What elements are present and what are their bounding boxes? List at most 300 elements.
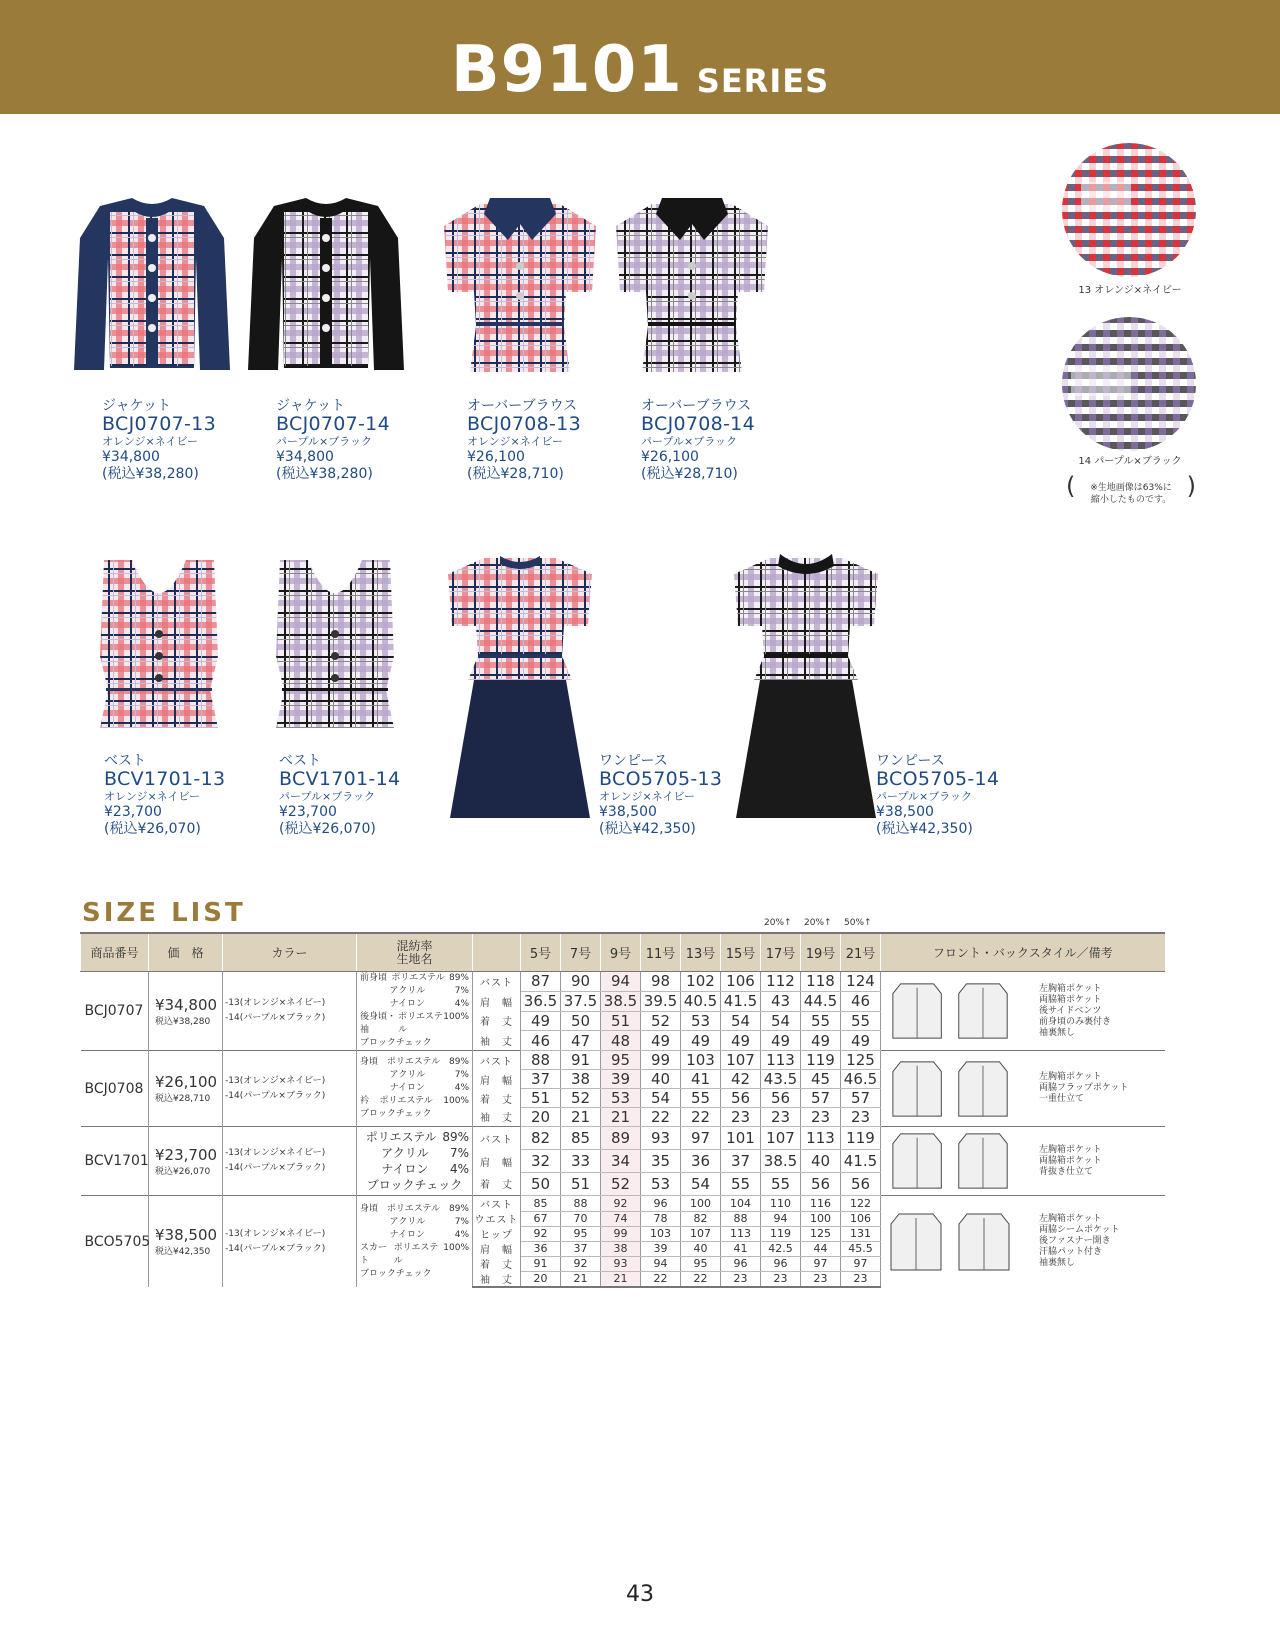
- measure-value: 113: [761, 1051, 801, 1070]
- material-pct: 89%: [448, 1203, 469, 1214]
- measure-value: 119: [801, 1051, 841, 1070]
- product-color: パープル×ブラック: [276, 435, 373, 448]
- measure-value: 125: [801, 1226, 841, 1241]
- measure-value: 23: [761, 1108, 801, 1127]
- measure-value: 22: [681, 1271, 721, 1287]
- product-price-tax: (税込¥26,070): [104, 821, 201, 837]
- material-fiber: ポリエステル: [386, 1057, 441, 1067]
- measure-value: 90: [561, 972, 601, 992]
- measure-label: 肩 幅: [473, 1070, 521, 1089]
- row-price-tax: 税込¥28,710: [155, 1094, 211, 1104]
- header-size: 5号: [521, 933, 561, 972]
- measure-value: 22: [641, 1108, 681, 1127]
- measure-value: 50: [521, 1173, 561, 1196]
- measure-value: 94: [761, 1211, 801, 1226]
- row-color-option: -14(パープル×ブラック): [225, 1090, 326, 1101]
- product-price: ¥23,700: [279, 804, 337, 820]
- product-card: [641, 399, 811, 483]
- material-line: [357, 1177, 472, 1193]
- product-code: BCO5705-14: [876, 768, 1000, 790]
- row-color-option: -13(オレンジ×ネイビー): [225, 998, 326, 1008]
- series-model: B9101: [450, 33, 683, 107]
- measure-value: 57: [801, 1089, 841, 1108]
- remark-line: 両脇箱ポケット: [1039, 994, 1102, 1005]
- measure-value: 23: [761, 1271, 801, 1287]
- measure-value: 92: [561, 1256, 601, 1271]
- material-part: ブロックチェック: [360, 1268, 432, 1279]
- material-pct: 100%: [443, 1096, 469, 1106]
- row-remarks: [1039, 1145, 1102, 1178]
- measure-value: 106: [841, 1211, 881, 1226]
- material-line: [357, 1203, 472, 1216]
- measure-value: 98: [641, 972, 681, 992]
- header-size: 11号: [641, 933, 681, 972]
- measure-value: 99: [641, 1051, 681, 1070]
- row-price: ¥38,500: [155, 1226, 218, 1244]
- measure-value: 92: [601, 1196, 641, 1212]
- measure-value: 93: [601, 1256, 641, 1271]
- row-code: BCV1701: [81, 1127, 149, 1196]
- product-code: BCJ0707-14: [276, 413, 390, 435]
- measure-value: 21: [601, 1271, 641, 1287]
- header-price: 価 格: [149, 933, 223, 972]
- measure-label: 着 丈: [473, 1089, 521, 1108]
- row-price-tax: 税込¥26,070: [155, 1166, 211, 1177]
- measure-value: 49: [521, 1011, 561, 1031]
- dress-image-orange-navy: [440, 552, 600, 822]
- measure-value: 96: [641, 1196, 681, 1212]
- material-line: [357, 998, 472, 1011]
- measure-value: 37.5: [561, 991, 601, 1011]
- material-line: [357, 1216, 472, 1229]
- material-line: [357, 972, 472, 985]
- measure-value: 49: [761, 1031, 801, 1051]
- remark-line: 左胸箱ポケット: [1039, 1144, 1102, 1155]
- jacket-image-orange-navy: [72, 198, 232, 374]
- measure-value: 40: [801, 1150, 841, 1173]
- bracket-close-icon: ): [1186, 472, 1196, 500]
- measure-value: 67: [521, 1211, 561, 1226]
- measure-value: 74: [601, 1211, 641, 1226]
- measure-value: 38.5: [601, 991, 641, 1011]
- measure-label: バスト: [473, 1127, 521, 1150]
- measure-label: バスト: [473, 972, 521, 992]
- product-color: パープル×ブラック: [641, 435, 738, 448]
- measure-value: 45.5: [841, 1241, 881, 1256]
- measure-value: 88: [521, 1051, 561, 1070]
- jacket-image-purple-black: [246, 198, 406, 374]
- measure-label: 着 丈: [473, 1256, 521, 1271]
- measure-value: 32: [521, 1150, 561, 1173]
- header-size: 7号: [561, 933, 601, 972]
- measure-value: 23: [801, 1271, 841, 1287]
- material-line: [357, 1082, 472, 1095]
- front-back-wrap: [881, 1130, 1165, 1192]
- measure-value: 43: [761, 991, 801, 1011]
- row-price-cell: [149, 1127, 223, 1196]
- measure-value: 35: [641, 1150, 681, 1173]
- measure-value: 104: [721, 1196, 761, 1212]
- material-pct: 4%: [449, 1162, 469, 1176]
- header-size: 19号: [801, 933, 841, 972]
- measure-value: 39.5: [641, 991, 681, 1011]
- measure-value: 22: [681, 1108, 721, 1127]
- measure-value: 131: [841, 1226, 881, 1241]
- measure-value: 23: [841, 1271, 881, 1287]
- product-price-tax: (税込¥28,710): [467, 466, 564, 482]
- measure-value: 22: [641, 1271, 681, 1287]
- measure-label: 着 丈: [473, 1173, 521, 1196]
- fabric-swatch-purple-black: [1061, 316, 1197, 452]
- product-price: ¥38,500: [599, 804, 657, 820]
- row-remarks: [1039, 1072, 1128, 1105]
- material-line: [357, 1242, 472, 1268]
- blouse-line-drawing-icon: [881, 1058, 1021, 1120]
- material-fiber: アクリル: [389, 1216, 426, 1227]
- product-price: ¥34,800: [102, 449, 160, 465]
- measure-value: 106: [721, 972, 761, 992]
- measure-value: 44: [801, 1241, 841, 1256]
- product-card: [599, 754, 769, 838]
- measure-value: 41: [681, 1070, 721, 1089]
- measure-label: バスト: [473, 1051, 521, 1070]
- measure-value: 38: [601, 1241, 641, 1256]
- product-category: オーバーブラウス: [641, 398, 752, 414]
- measure-label: 袖 丈: [473, 1271, 521, 1287]
- measure-value: 40: [681, 1241, 721, 1256]
- measure-value: 112: [761, 972, 801, 992]
- material-fiber: ポリエステル: [398, 1012, 443, 1035]
- measure-value: 119: [761, 1226, 801, 1241]
- material-fiber: アクリル: [389, 1070, 426, 1080]
- measure-value: 36.5: [521, 991, 561, 1011]
- dress-line-drawing-icon: [881, 1207, 1021, 1277]
- product-price: ¥23,700: [104, 804, 162, 820]
- table-row: [81, 1051, 1165, 1070]
- swatch-note-line: ※生地画像は63%に: [1090, 483, 1172, 493]
- measure-value: 46: [521, 1031, 561, 1051]
- measure-value: 88: [561, 1196, 601, 1212]
- measure-value: 85: [521, 1196, 561, 1212]
- measure-value: 39: [641, 1241, 681, 1256]
- measure-value: 53: [681, 1011, 721, 1031]
- measure-value: 50: [561, 1011, 601, 1031]
- row-materials: [357, 972, 473, 1051]
- product-code: BCJ0707-13: [102, 413, 216, 435]
- product-price-tax: (税込¥28,710): [641, 466, 738, 482]
- measure-value: 56: [721, 1089, 761, 1108]
- product-category: ベスト: [104, 753, 146, 769]
- product-card: [876, 754, 1046, 838]
- measure-value: 37: [521, 1070, 561, 1089]
- measure-value: 39: [601, 1070, 641, 1089]
- material-line: [357, 1129, 472, 1145]
- measure-value: 53: [601, 1089, 641, 1108]
- remark-line: 背抜き仕立て: [1039, 1166, 1094, 1177]
- measure-value: 33: [561, 1150, 601, 1173]
- measure-label: 着 丈: [473, 1011, 521, 1031]
- material-pct: 100%: [443, 1012, 469, 1022]
- remark-line: 袖裏無し: [1039, 1027, 1076, 1038]
- measure-value: 124: [841, 972, 881, 992]
- measure-value: 125: [841, 1051, 881, 1070]
- measure-value: 49: [681, 1031, 721, 1051]
- product-color: パープル×ブラック: [279, 790, 376, 803]
- row-price-cell: [149, 972, 223, 1051]
- fabric-swatch-orange-navy: [1061, 142, 1197, 278]
- row-front-back: [881, 1051, 1165, 1127]
- remark-line: 左胸箱ポケット: [1039, 983, 1102, 994]
- material-fiber: ナイロン: [389, 999, 426, 1009]
- measure-value: 51: [521, 1089, 561, 1108]
- measure-value: 44.5: [801, 991, 841, 1011]
- material-line: [357, 1229, 472, 1242]
- header-fabric-name: 生地名: [396, 951, 433, 966]
- material-line: [357, 1145, 472, 1161]
- measure-value: 42.5: [761, 1241, 801, 1256]
- measure-value: 56: [841, 1173, 881, 1196]
- header-measure: [473, 933, 521, 972]
- row-colors: [223, 1127, 357, 1196]
- measure-value: 23: [801, 1108, 841, 1127]
- measure-value: 46.5: [841, 1070, 881, 1089]
- material-line: [357, 1037, 472, 1050]
- measure-value: 23: [841, 1108, 881, 1127]
- measure-value: 51: [601, 1011, 641, 1031]
- measure-value: 118: [801, 972, 841, 992]
- measure-value: 53: [641, 1173, 681, 1196]
- header-size: 15号: [721, 933, 761, 972]
- row-front-back: [881, 972, 1165, 1051]
- material-part: 身頃: [360, 1057, 379, 1067]
- measure-value: 37: [721, 1150, 761, 1173]
- front-back-wrap: [881, 980, 1165, 1042]
- measure-value: 52: [561, 1089, 601, 1108]
- measure-value: 40.5: [681, 991, 721, 1011]
- product-color: オレンジ×ネイビー: [104, 790, 201, 803]
- swatch-note: [1066, 472, 1196, 506]
- measure-value: 55: [801, 1011, 841, 1031]
- table-row: [81, 1127, 1165, 1150]
- measure-value: 49: [721, 1031, 761, 1051]
- material-part: ブロックチェック: [360, 1038, 432, 1048]
- product-card: [276, 399, 446, 483]
- measure-value: 55: [721, 1173, 761, 1196]
- material-pct: 89%: [448, 1057, 469, 1067]
- row-colors: [223, 1051, 357, 1127]
- material-line: [357, 985, 472, 998]
- material-fiber: アクリル: [389, 986, 426, 996]
- row-price-cell: [149, 1196, 223, 1288]
- measure-label: 袖 丈: [473, 1108, 521, 1127]
- row-code: BCO5705: [81, 1196, 149, 1288]
- size-percent-mark: 50%↑: [844, 918, 872, 928]
- vest-image-orange-navy: [96, 556, 222, 732]
- measure-label: 袖 丈: [473, 1031, 521, 1051]
- product-price: ¥26,100: [641, 449, 699, 465]
- header-size: 21号: [841, 933, 881, 972]
- row-price-cell: [149, 1051, 223, 1127]
- product-card: [467, 399, 637, 483]
- measure-value: 103: [641, 1226, 681, 1241]
- measure-value: 82: [681, 1211, 721, 1226]
- measure-value: 56: [801, 1173, 841, 1196]
- product-price: ¥38,500: [876, 804, 934, 820]
- remark-line: 両脇箱ポケット: [1039, 1155, 1102, 1166]
- swatch-note-line: 縮小したものです。: [1090, 495, 1172, 505]
- remark-line: 前身頃のみ裏付き: [1039, 1016, 1112, 1027]
- measure-value: 87: [521, 972, 561, 992]
- measure-value: 85: [561, 1127, 601, 1150]
- measure-value: 52: [641, 1011, 681, 1031]
- material-part: 身頃: [360, 1203, 379, 1214]
- header-mix-rate: 混紡率: [396, 938, 433, 953]
- measure-value: 23: [721, 1108, 761, 1127]
- product-code: BCO5705-13: [599, 768, 723, 790]
- material-pct: 7%: [454, 1070, 469, 1080]
- measure-value: 23: [721, 1271, 761, 1287]
- measure-value: 91: [561, 1051, 601, 1070]
- remark-line: 袖裏無し: [1039, 1258, 1076, 1268]
- material-line: [357, 1011, 472, 1037]
- product-card: [279, 754, 449, 838]
- row-remarks: [1039, 1214, 1120, 1269]
- material-part: 前身頃: [360, 973, 388, 983]
- material-pct: 7%: [454, 986, 469, 996]
- measure-value: 55: [841, 1011, 881, 1031]
- measure-value: 97: [801, 1256, 841, 1271]
- measure-value: 93: [641, 1127, 681, 1150]
- product-price: ¥34,800: [276, 449, 334, 465]
- measure-value: 82: [521, 1127, 561, 1150]
- measure-value: 95: [681, 1256, 721, 1271]
- blouse-image-orange-navy: [440, 196, 600, 378]
- measure-value: 47: [561, 1031, 601, 1051]
- product-code: BCJ0708-13: [467, 413, 581, 435]
- material-line: [357, 1056, 472, 1069]
- remark-line: 後ファスナー開き: [1039, 1236, 1111, 1246]
- measure-value: 110: [761, 1196, 801, 1212]
- remark-line: 後サイドベンツ: [1039, 1005, 1102, 1016]
- measure-value: 96: [761, 1256, 801, 1271]
- measure-value: 36: [681, 1150, 721, 1173]
- measure-value: 97: [681, 1127, 721, 1150]
- header-color: カラー: [223, 933, 357, 972]
- vest-image-purple-black: [272, 556, 398, 732]
- measure-value: 42: [721, 1070, 761, 1089]
- measure-value: 49: [841, 1031, 881, 1051]
- measure-value: 21: [601, 1108, 641, 1127]
- measure-value: 89: [601, 1127, 641, 1150]
- measure-value: 107: [761, 1127, 801, 1150]
- measure-value: 52: [601, 1173, 641, 1196]
- product-category: ジャケット: [102, 398, 172, 414]
- header-front-back: フロント・バックスタイル／備考: [881, 933, 1165, 972]
- row-front-back: [881, 1127, 1165, 1196]
- product-code: BCJ0708-14: [641, 413, 755, 435]
- measure-value: 100: [681, 1196, 721, 1212]
- material-pct: 89%: [442, 1130, 469, 1144]
- measure-value: 91: [521, 1256, 561, 1271]
- measure-value: 38: [561, 1070, 601, 1089]
- measure-value: 48: [601, 1031, 641, 1051]
- measure-value: 94: [641, 1256, 681, 1271]
- material-fiber: ナイロン: [389, 1083, 426, 1093]
- size-table-header: [81, 933, 1165, 972]
- material-line: [357, 1108, 472, 1121]
- measure-value: 101: [721, 1127, 761, 1150]
- measure-value: 38.5: [761, 1150, 801, 1173]
- measure-label: 肩 幅: [473, 1150, 521, 1173]
- measure-value: 92: [521, 1226, 561, 1241]
- measure-value: 119: [841, 1127, 881, 1150]
- header-size: 17号: [761, 933, 801, 972]
- measure-value: 54: [761, 1011, 801, 1031]
- measure-value: 97: [841, 1256, 881, 1271]
- measure-label: ヒップ: [473, 1226, 521, 1241]
- remark-line: 左胸箱ポケット: [1039, 1072, 1102, 1082]
- remark-line: 両脇シームポケット: [1039, 1225, 1120, 1235]
- measure-value: 56: [761, 1089, 801, 1108]
- product-card: [102, 399, 272, 483]
- product-category: ワンピース: [876, 753, 945, 769]
- measure-value: 122: [841, 1196, 881, 1212]
- measure-label: ウエスト: [473, 1211, 521, 1226]
- measure-value: 113: [721, 1226, 761, 1241]
- row-materials: [357, 1196, 473, 1288]
- row-color-option: -14(パープル×ブラック): [225, 1243, 326, 1254]
- size-table: [80, 932, 1165, 1288]
- material-fiber: ポリエステル: [393, 1242, 439, 1266]
- product-color: オレンジ×ネイビー: [599, 790, 696, 803]
- measure-value: 21: [561, 1108, 601, 1127]
- product-price-tax: (税込¥26,070): [279, 821, 376, 837]
- material-pct: 7%: [449, 1146, 469, 1160]
- measure-value: 45: [801, 1070, 841, 1089]
- product-price-tax: (税込¥42,350): [876, 821, 973, 837]
- measure-value: 21: [561, 1271, 601, 1287]
- measure-value: 94: [601, 972, 641, 992]
- measure-value: 95: [601, 1051, 641, 1070]
- product-price-tax: (税込¥42,350): [599, 821, 696, 837]
- product-price: ¥26,100: [467, 449, 525, 465]
- row-price: ¥34,800: [155, 995, 218, 1014]
- product-category: ワンピース: [599, 753, 668, 769]
- bracket-open-icon: (: [1066, 472, 1076, 500]
- product-code: BCV1701-13: [104, 768, 226, 790]
- measure-value: 34: [601, 1150, 641, 1173]
- measure-value: 36: [521, 1241, 561, 1256]
- blouse-image-purple-black: [612, 196, 772, 378]
- material-line: [357, 1161, 472, 1177]
- size-percent-mark: 20%↑: [764, 918, 792, 928]
- material-line: [357, 1095, 472, 1108]
- table-row: [81, 972, 1165, 992]
- measure-value: 54: [641, 1089, 681, 1108]
- measure-value: 100: [801, 1211, 841, 1226]
- row-materials: [357, 1127, 473, 1196]
- size-list-title: SIZE LIST: [82, 898, 246, 928]
- measure-value: 49: [641, 1031, 681, 1051]
- row-price: ¥26,100: [155, 1073, 218, 1091]
- product-code: BCV1701-14: [279, 768, 401, 790]
- measure-value: 20: [521, 1271, 561, 1287]
- material-fiber: ブロックチェック: [366, 1178, 463, 1192]
- material-part: 後身頃・袖: [360, 1012, 397, 1035]
- measure-value: 57: [841, 1089, 881, 1108]
- measure-value: 102: [681, 972, 721, 992]
- row-code: BCJ0707: [81, 972, 149, 1051]
